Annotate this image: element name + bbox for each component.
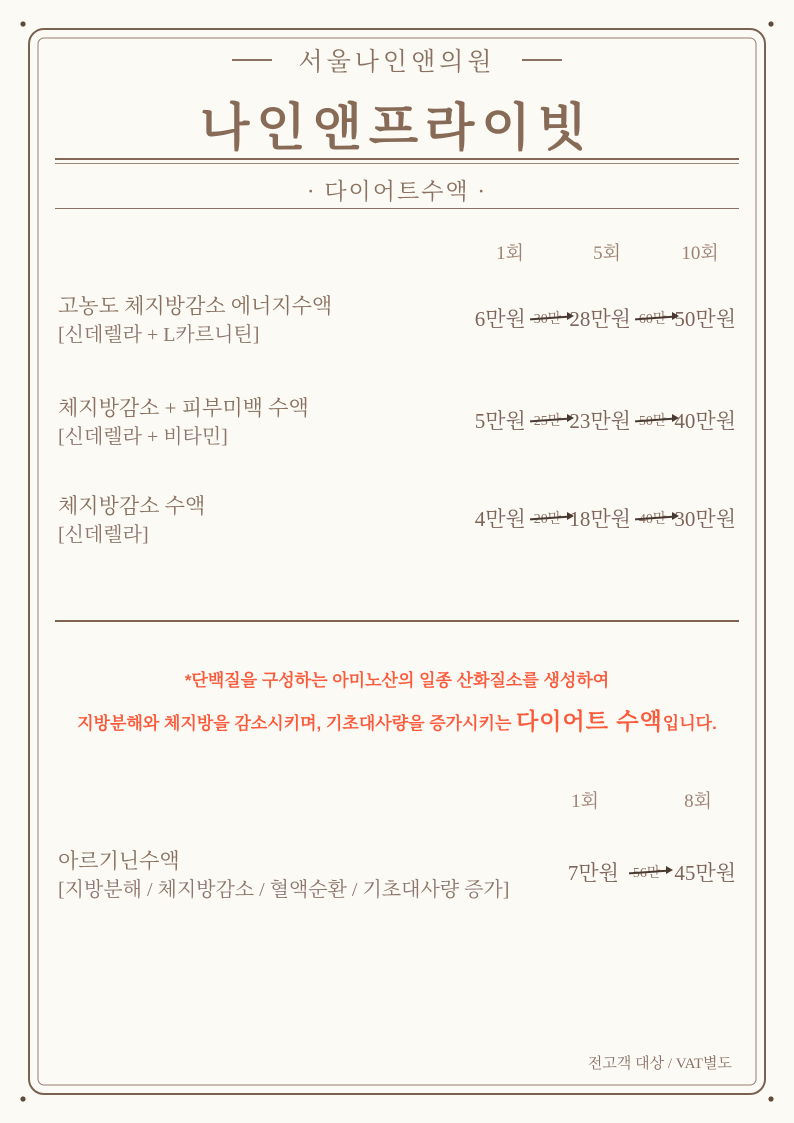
column-header-1: 1회 [571, 791, 599, 812]
service-name: 고농도 체지방감소 에너지수액 [58, 294, 333, 318]
divider-thin [55, 163, 739, 164]
original-price-10: 40만 [638, 508, 668, 528]
price-5: 23만원 [569, 409, 631, 433]
footer-note: 전고객 대상 / VAT별도 [587, 1056, 732, 1072]
corner-dot-icon [20, 21, 25, 26]
price-line [475, 503, 736, 533]
column-header-5: 5회 [593, 243, 621, 264]
brand-title: 나인앤프라이빗 [200, 101, 594, 157]
column-header-8: 8회 [684, 791, 712, 812]
divider-thick [55, 158, 739, 160]
clinic-name: 서울나인앤의원 [298, 49, 496, 76]
header [0, 42, 794, 160]
price-1: 6만원 [474, 307, 526, 331]
price-line [568, 857, 736, 887]
corner-dot-icon [768, 21, 773, 26]
column-header-1: 1회 [496, 243, 524, 264]
service-row [58, 292, 332, 350]
price-line [475, 303, 736, 333]
original-price-5: 30만 [533, 308, 563, 328]
right-dash-icon [522, 59, 562, 61]
note-line-2 [0, 703, 794, 736]
price-10: 50만원 [674, 307, 736, 331]
description-note [0, 666, 794, 736]
price-10: 40만원 [674, 409, 736, 433]
service-detail: [신데렐라 + 비타민] [58, 426, 228, 448]
original-price-8: 56만 [632, 862, 662, 882]
corner-dot-icon [768, 1096, 773, 1101]
price-10: 30만원 [674, 507, 736, 531]
divider-mid [55, 620, 739, 622]
price-8: 45만원 [674, 861, 736, 885]
service-detail: [신데렐라] [58, 524, 149, 546]
original-price-5: 20만 [533, 508, 563, 528]
clinic-name-line [0, 42, 794, 78]
section-title: · 다이어트수액 · [306, 179, 488, 204]
price-5: 18만원 [569, 507, 631, 531]
note-line-2-prefix: 지방분해와 체지방을 감소시키며, 기초대사량을 증가시키는 [77, 714, 517, 733]
service-name: 체지방감소 수액 [58, 494, 206, 518]
note-line-2-suffix: 입니다. [662, 714, 717, 733]
price-1: 7만원 [567, 861, 619, 885]
service-row [58, 847, 509, 905]
left-dash-icon [232, 59, 272, 61]
service-detail: [신데렐라 + L카르니틴] [58, 324, 260, 346]
corner-dot-icon [20, 1096, 25, 1101]
original-price-10: 60만 [638, 308, 668, 328]
price-5: 28만원 [569, 307, 631, 331]
original-price-10: 50만 [638, 410, 668, 430]
price-1: 4만원 [474, 507, 526, 531]
service-name: 아르기닌수액 [58, 849, 180, 873]
service-detail: [지방분해 / 체지방감소 / 혈액순환 / 기초대사량 증가] [58, 879, 510, 901]
service-name: 체지방감소 + 피부미백 수액 [58, 396, 309, 420]
price-1: 5만원 [474, 409, 526, 433]
service-row [58, 492, 205, 550]
note-highlight: 다이어트 수액 [516, 708, 663, 734]
column-header-10: 10회 [681, 243, 719, 264]
price-line [475, 405, 736, 435]
service-row [58, 394, 309, 452]
original-price-5: 25만 [533, 410, 563, 430]
note-line-1: *단백질을 구성하는 아미노산의 일종 산화질소를 생성하여 [184, 671, 610, 690]
divider-under-title [55, 208, 739, 209]
